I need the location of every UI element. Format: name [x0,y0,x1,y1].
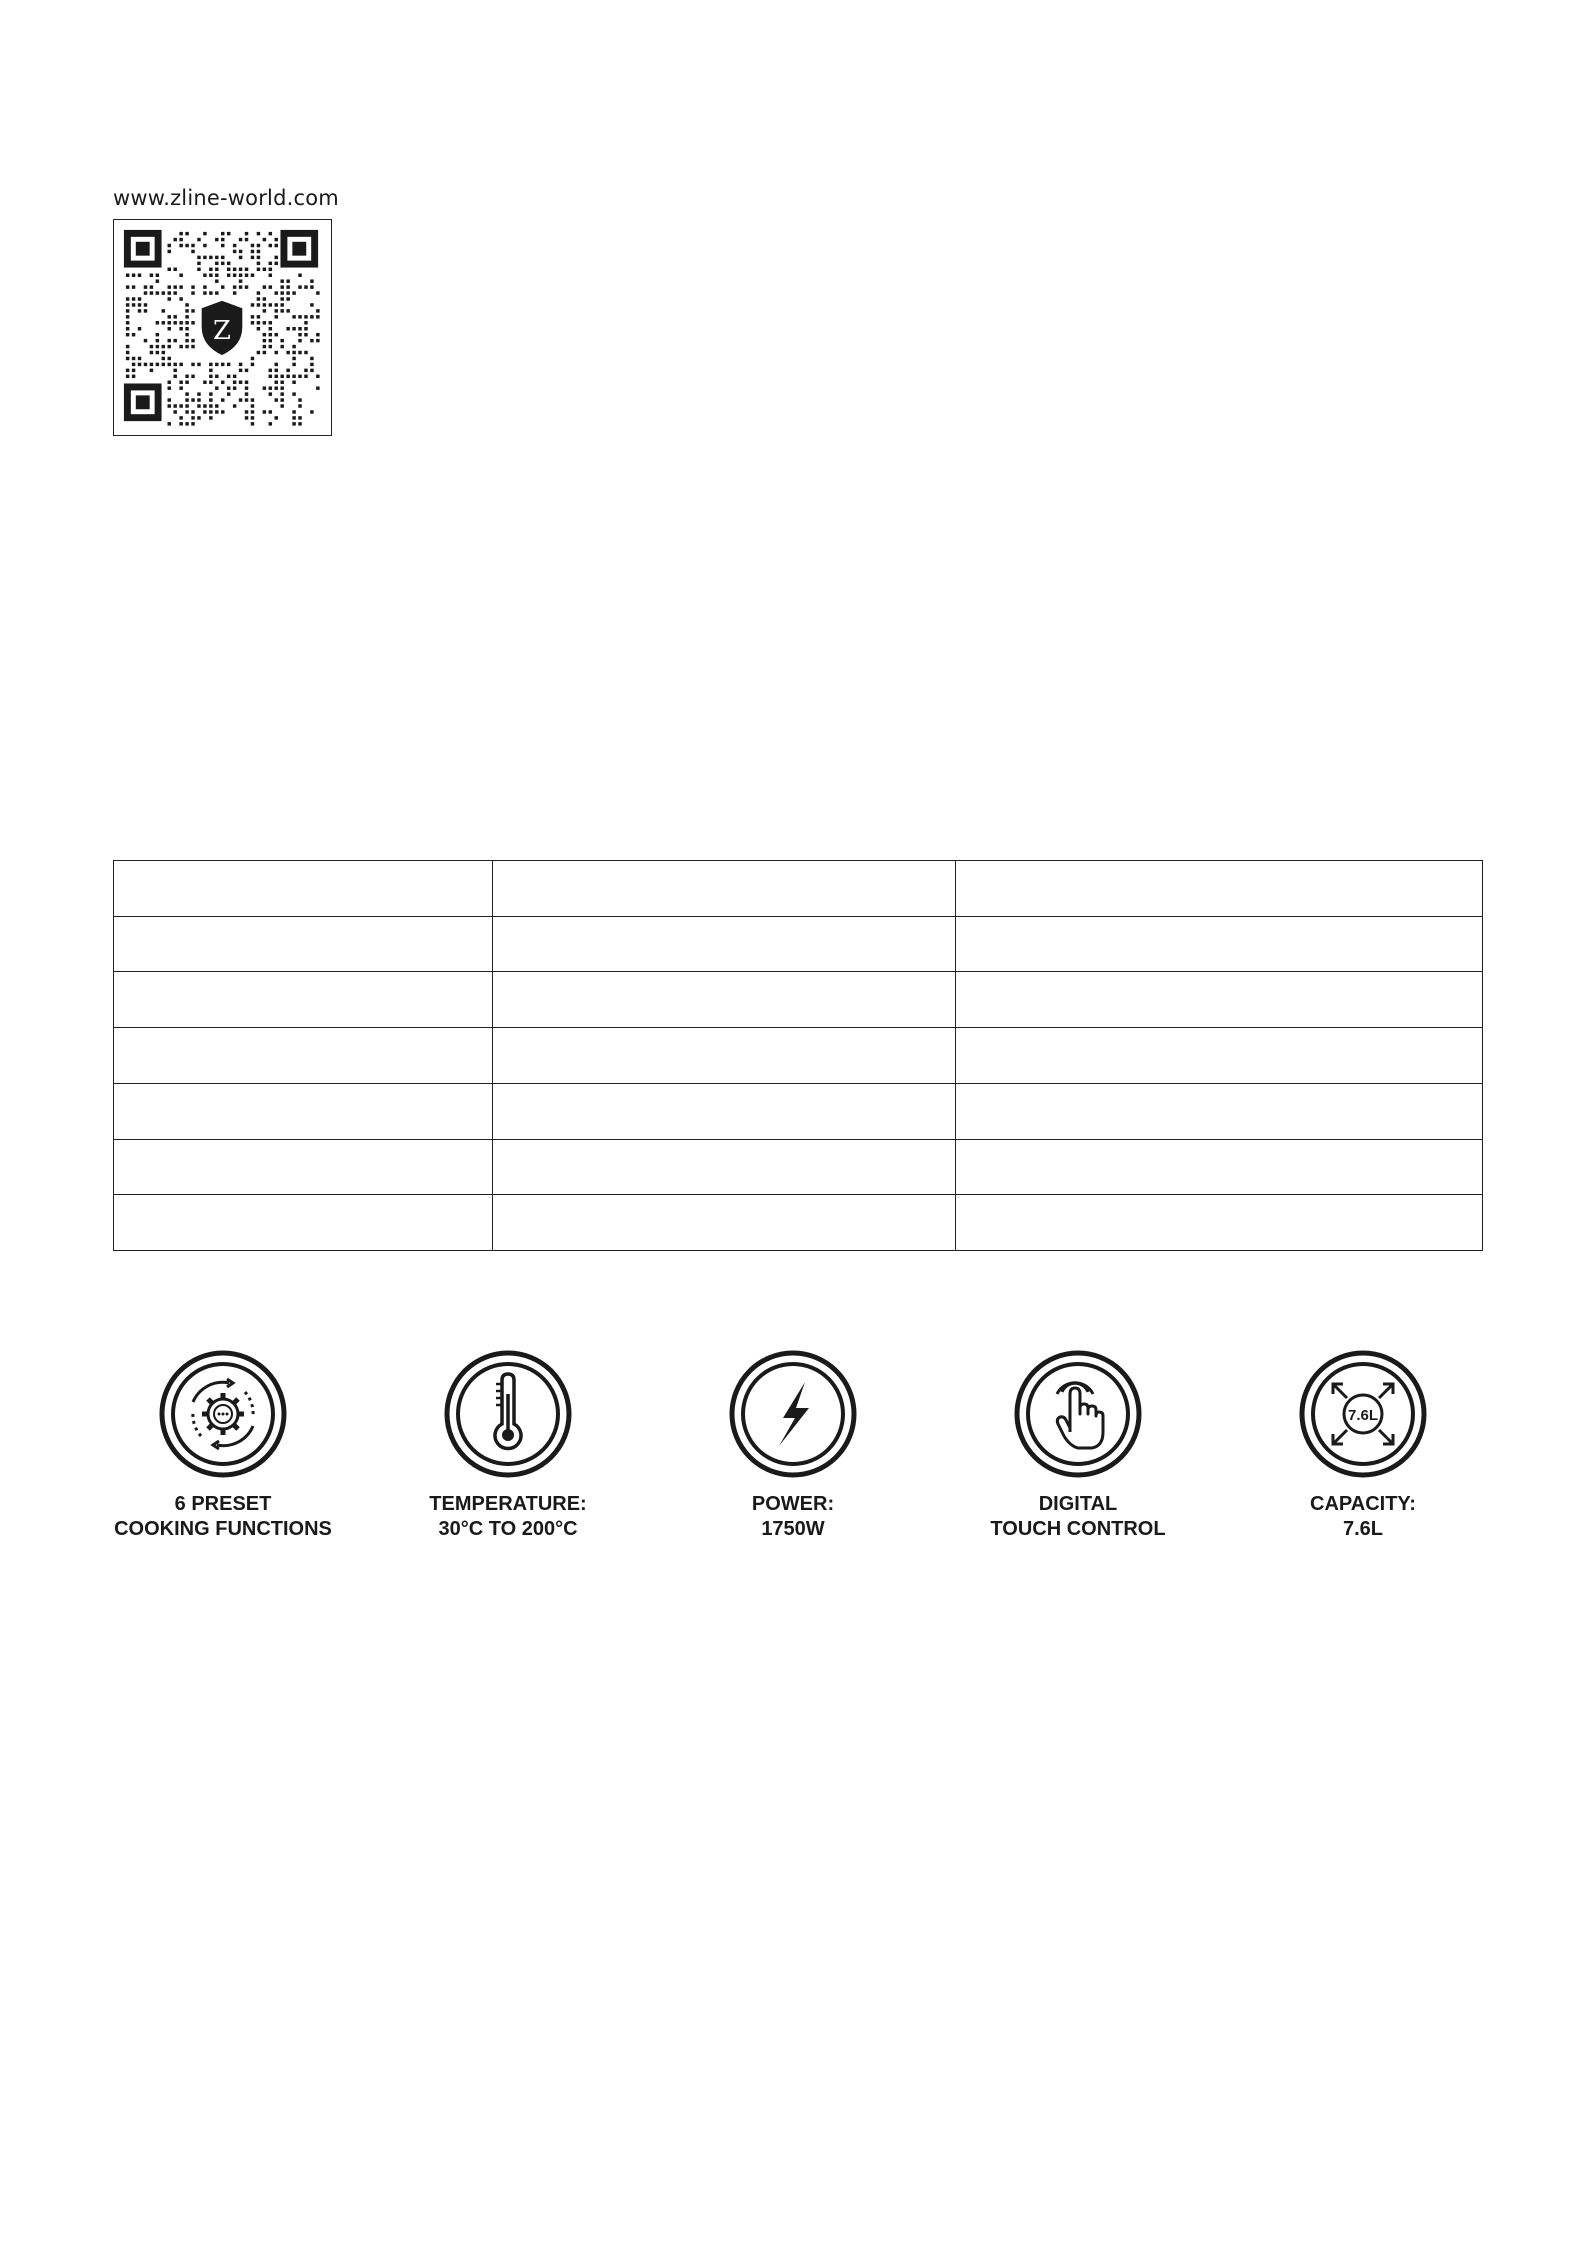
table-cell [493,972,956,1028]
table-cell [114,1083,493,1139]
table-cell [956,861,1483,917]
feature-line1: TEMPERATURE: [429,1493,587,1515]
table-cell [114,972,493,1028]
table-cell [493,1028,956,1084]
table-cell [956,916,1483,972]
table-row [114,1083,1483,1139]
table-cell [114,916,493,972]
feature-line2: TOUCH CONTROL [990,1518,1166,1540]
table-row [114,1028,1483,1084]
qr-code-graphic [114,220,331,435]
table-cell [956,1028,1483,1084]
qr-code-icon [113,219,332,436]
table-cell [493,1083,956,1139]
table-row [114,972,1483,1028]
table-cell [114,861,493,917]
qr-logo-letter: Z [213,315,231,346]
table-row [114,1195,1483,1251]
feature-line1: DIGITAL [1038,1493,1118,1515]
feature-line2: 7.6L [1342,1518,1384,1540]
lightning-icon [729,1350,857,1478]
table-cell [493,916,956,972]
feature-line1: POWER: [751,1493,835,1515]
feature-line2: COOKING FUNCTIONS [114,1518,332,1540]
table-cell [114,1139,493,1195]
table-row [114,916,1483,972]
feature-power [673,1350,913,1542]
capacity-badge: 7.6L [1347,1407,1379,1424]
table-cell [114,1028,493,1084]
table-cell [956,1083,1483,1139]
feature-line2: 30°C TO 200°C [438,1518,578,1540]
thermometer-icon [444,1350,572,1478]
table-cell [956,1195,1483,1251]
specification-table [113,860,1483,1251]
table-row [114,861,1483,917]
feature-preset-functions [103,1350,343,1542]
feature-line1: 6 PRESET [174,1493,272,1515]
feature-touch-control [958,1350,1198,1542]
feature-temperature [388,1350,628,1542]
table-cell [493,1139,956,1195]
table-cell [493,1195,956,1251]
preset-functions-icon [159,1350,287,1478]
feature-capacity [1243,1350,1483,1542]
feature-line1: CAPACITY: [1310,1493,1416,1515]
website-url: www.zline-world.com [113,186,339,210]
feature-line2: 1750W [761,1518,825,1540]
capacity-icon [1299,1350,1427,1478]
touch-hand-icon [1014,1350,1142,1478]
table-cell [956,972,1483,1028]
table-row [114,1139,1483,1195]
table-cell [956,1139,1483,1195]
table-cell [114,1195,493,1251]
table-cell [493,861,956,917]
